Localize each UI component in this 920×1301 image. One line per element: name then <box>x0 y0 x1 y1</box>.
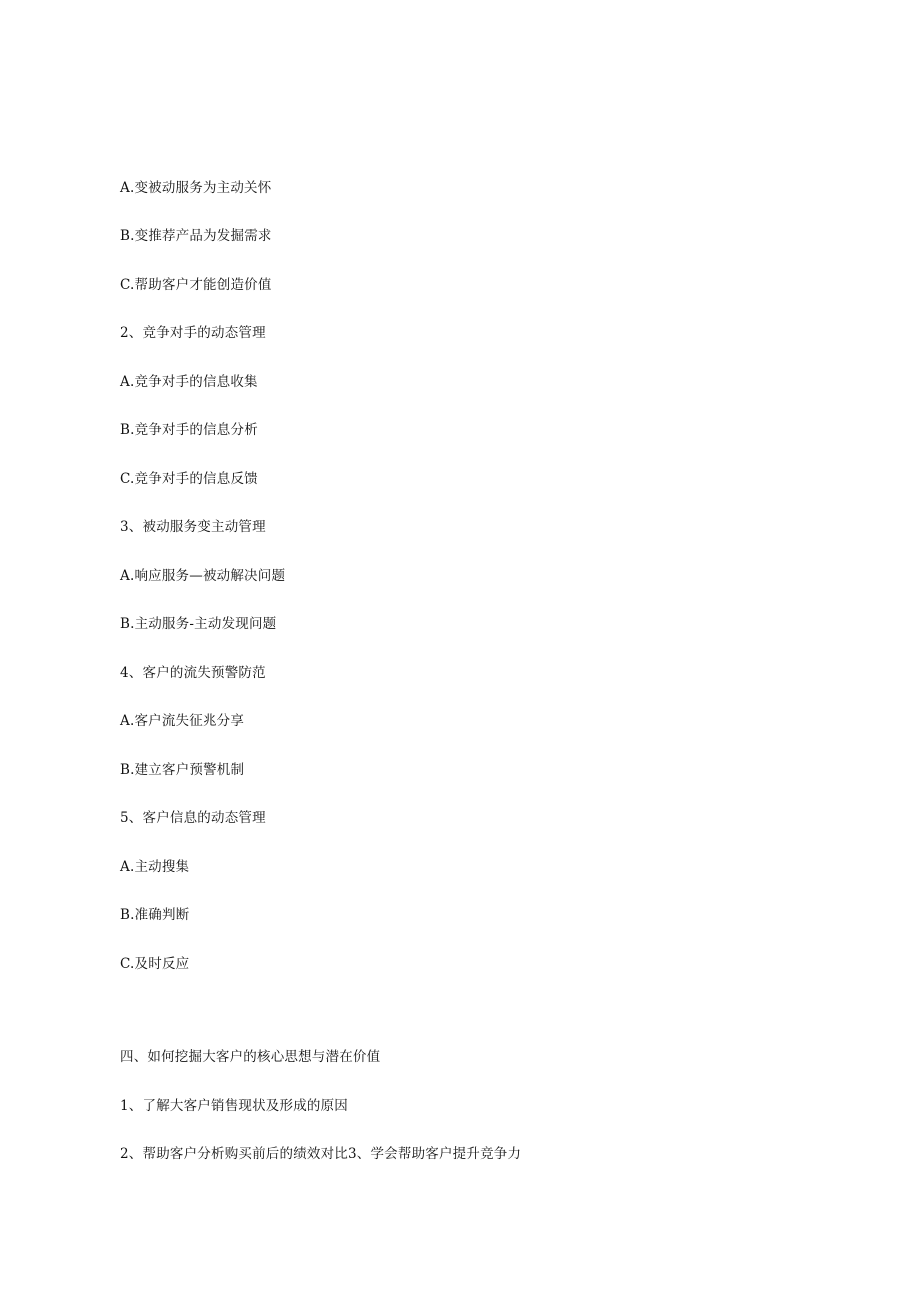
text-line: B.竞争对手的信息分析 <box>120 422 258 438</box>
text-line: B.主动服务-主动发现问题 <box>120 616 277 632</box>
text-line: C.竞争对手的信息反馈 <box>120 471 258 487</box>
chapter-heading: 四、如何挖掘大客户的核心思想与潜在价值 <box>120 1049 381 1065</box>
text-line: A.主动搜集 <box>120 859 190 875</box>
text-line: A.竞争对手的信息收集 <box>120 374 258 390</box>
text-line: A.客户流失征兆分享 <box>120 713 245 729</box>
section-heading: 2、帮助客户分析购买前后的绩效对比3、学会帮助客户提升竞争力 <box>120 1146 522 1162</box>
text-line: B.建立客户预警机制 <box>120 762 245 778</box>
section-heading: 3、被动服务变主动管理 <box>120 519 266 535</box>
text-line: C.及时反应 <box>120 956 190 972</box>
text-line: C.帮助客户才能创造价值 <box>120 277 272 293</box>
section-heading: 2、竞争对手的动态管理 <box>120 325 266 341</box>
section-heading: 1、了解大客户销售现状及形成的原因 <box>120 1098 348 1114</box>
text-line: B.变推荐产品为发掘需求 <box>120 228 272 244</box>
section-heading: 5、客户信息的动态管理 <box>120 810 266 826</box>
text-line: A.响应服务—被动解决问题 <box>120 568 286 584</box>
text-line: A.变被动服务为主动关怀 <box>120 180 272 196</box>
section-heading: 4、客户的流失预警防范 <box>120 665 266 681</box>
text-line: B.准确判断 <box>120 907 190 923</box>
